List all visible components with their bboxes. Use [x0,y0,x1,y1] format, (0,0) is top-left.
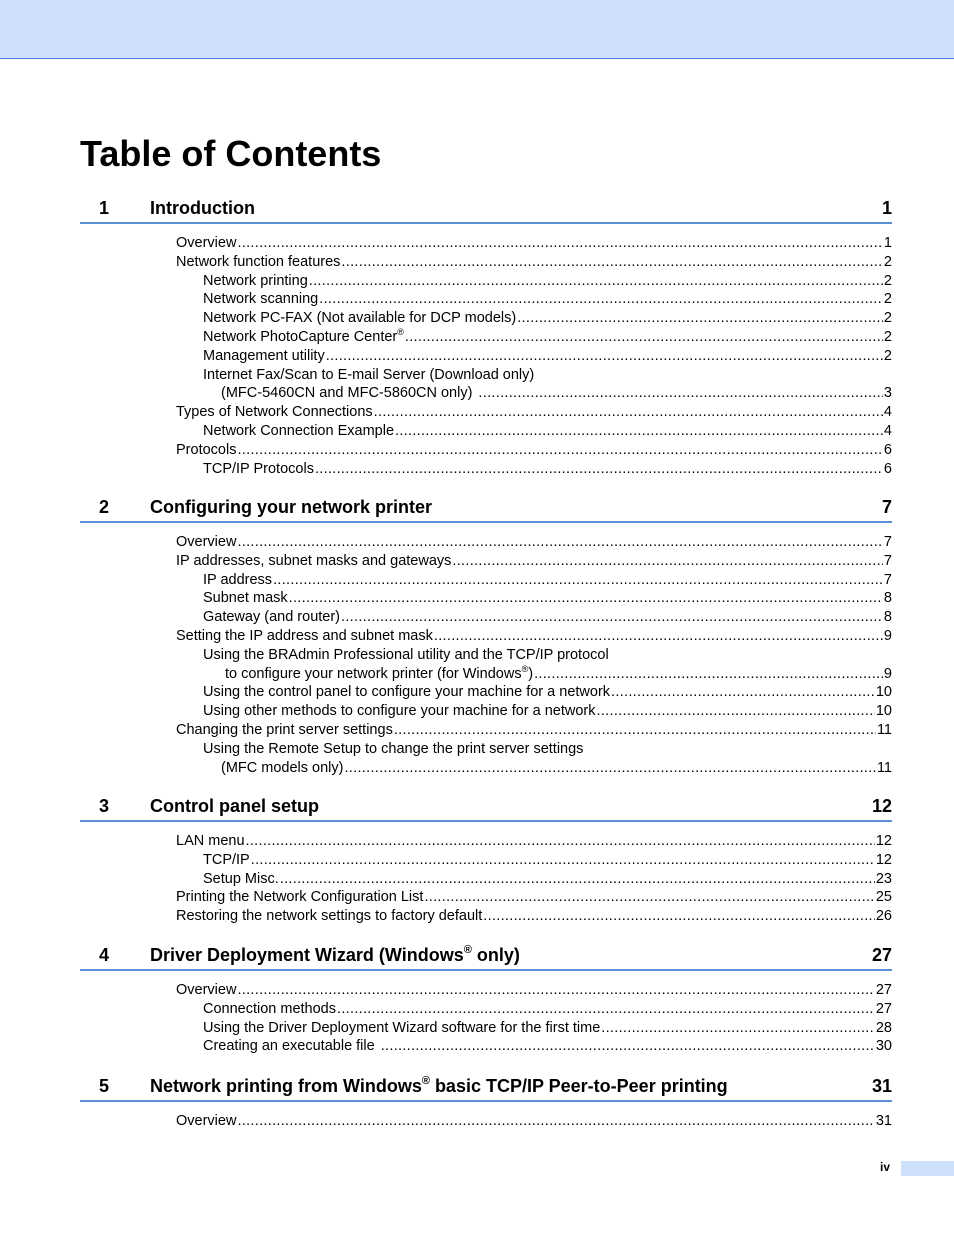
toc-entry[interactable]: Overview ..... 1 [80,234,892,253]
chapter-5 [80,1076,892,1131]
toc-entry[interactable]: to configure your network printer (for Windows®) ..... 9 [80,665,892,684]
registered-mark: ® [421,1075,430,1087]
toc-entry[interactable]: Network PC-FAX (Not available for DCP models) ..... 2 [80,309,892,328]
chapter-page: 12 [871,796,892,816]
chapter-number: 3 [99,796,110,816]
footer-tab [901,1161,954,1176]
chapter-heading[interactable] [80,497,892,523]
page-number: iv [880,1160,891,1174]
toc-entry[interactable]: Protocols ..... 6 [80,441,892,460]
toc-entry[interactable]: Connection methods ..... 27 [80,1000,892,1019]
toc-entry[interactable]: LAN menu ..... 12 [80,832,892,851]
toc-entry[interactable]: Network printing ..... 2 [80,272,892,291]
toc-entry-line[interactable]: Internet Fax/Scan to E-mail Server (Download only) [203,366,535,383]
toc-entry[interactable]: TCP/IP ..... 12 [80,851,892,870]
toc-entry[interactable]: Management utility ..... 2 [80,347,892,366]
registered-mark: ® [521,663,529,674]
chapter-page: 7 [881,497,892,517]
chapter-title: Control panel setup [150,796,320,816]
toc-entry[interactable]: (MFC-5460CN and MFC-5860CN only) ..... 3 [80,384,892,403]
toc-entry[interactable]: Subnet mask ..... 8 [80,589,892,608]
chapter-page: 1 [881,198,892,218]
toc-entry[interactable]: Setting the IP address and subnet mask ..... 9 [80,627,892,646]
chapter-1 [80,198,892,478]
toc-entry[interactable]: Using the Driver Deployment Wizard software for the first time ..... 28 [80,1019,892,1038]
toc-entry[interactable]: Overview ..... 7 [80,533,892,552]
toc-entry[interactable]: Network function features ..... 2 [80,253,892,272]
toc-entry[interactable]: Printing the Network Configuration List ..... 25 [80,888,892,907]
toc-entry[interactable]: TCP/IP Protocols ..... 6 [80,460,892,479]
chapter-4 [80,945,892,1056]
toc-entry[interactable]: Using other methods to configure your machine for a network ..... 10 [80,702,892,721]
chapter-number: 2 [99,497,110,517]
chapter-page: 27 [871,945,892,965]
chapter-number: 1 [99,198,110,218]
chapter-title: Configuring your network printer [150,497,432,517]
chapter-page: 31 [871,1076,892,1096]
toc-entry-line[interactable]: Using the Remote Setup to change the print server settings [203,740,584,757]
chapter-heading[interactable] [80,198,892,224]
chapter-title: Introduction [150,198,255,218]
header-band [0,0,954,59]
chapter-number: 4 [99,945,110,965]
toc-entry[interactable]: Types of Network Connections ..... 4 [80,403,892,422]
toc-entry[interactable]: Overview ..... 31 [80,1112,892,1131]
toc-entry[interactable]: Gateway (and router) ..... 8 [80,608,892,627]
toc-entry[interactable]: Restoring the network settings to factory default ..... 26 [80,907,892,926]
chapter-3 [80,796,892,926]
toc-entry[interactable]: Creating an executable file ..... 30 [80,1037,892,1056]
toc-entry[interactable]: Network PhotoCapture Center® ..... 2 [80,328,892,347]
chapter-heading[interactable] [80,945,892,971]
page-title: Table of Contents [80,133,382,174]
toc-entry[interactable]: Using the control panel to configure your machine for a network ..... 10 [80,683,892,702]
chapter-2 [80,497,892,777]
registered-mark: ® [463,944,472,956]
toc-entry[interactable]: IP address ..... 7 [80,571,892,590]
chapter-title: Driver Deployment Wizard (Windows® only) [150,944,520,965]
toc-entry[interactable]: Network Connection Example ..... 4 [80,422,892,441]
chapter-heading[interactable] [80,1076,892,1102]
toc-entry[interactable]: Overview ..... 27 [80,981,892,1000]
chapter-title: Network printing from Windows® basic TCP/IP Peer-to-Peer printing [150,1075,728,1096]
registered-mark: ® [397,326,404,337]
toc-entry[interactable]: Setup Misc. ..... 23 [80,870,892,889]
chapter-number: 5 [99,1076,110,1096]
toc-entry[interactable]: (MFC models only) ..... 11 [80,759,892,778]
toc-entry[interactable]: IP addresses, subnet masks and gateways ..... 7 [80,552,892,571]
chapter-heading[interactable] [80,796,892,822]
toc-entry-line[interactable]: Using the BRAdmin Professional utility and the TCP/IP protocol [203,646,609,663]
toc-entry[interactable]: Changing the print server settings ..... 11 [80,721,892,740]
toc-entry[interactable]: Network scanning ..... 2 [80,290,892,309]
